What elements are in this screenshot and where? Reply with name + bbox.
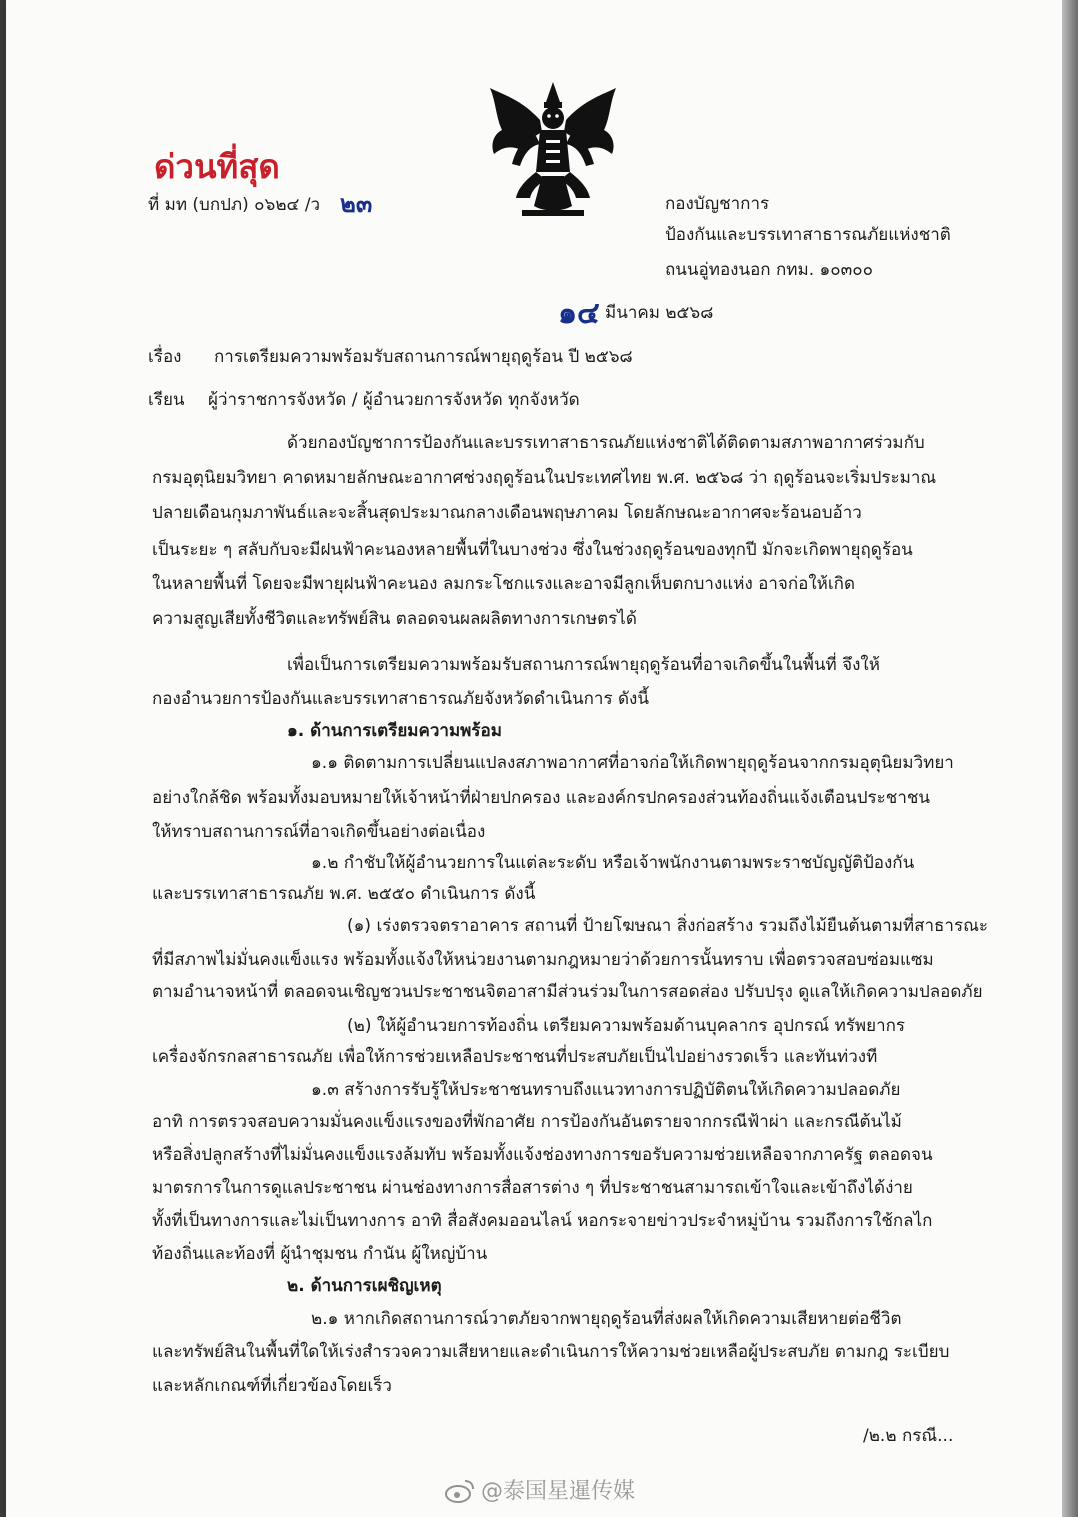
body-line: หรือสิ่งปลูกสร้างที่ไม่มั่นคงแข็งแรงล้มทับ พร้อมทั้งแจ้งช่องทางการขอรับความช่วยเหลือจากภาครัฐ ตลอดจน — [152, 1145, 933, 1165]
watermark-text: @泰国星暹传媒 — [481, 1479, 636, 1504]
body-line: และบรรเทาสาธารณภัย พ.ศ. ๒๕๕๐ ดำเนินการ ดังนี้ — [152, 884, 536, 904]
body-line: ที่มีสภาพไม่มั่นคงแข็งแรง พร้อมทั้งแจ้งให้หน่วยงานตามกฎหมายว่าด้วยการนั้นทราบ เพื่อตรวจสอบซ่อมแซม — [152, 950, 934, 970]
subject-label: เรื่อง — [148, 347, 182, 367]
body-line: ด้วยกองบัญชาการป้องกันและบรรเทาสาธารณภัยแห่งชาติได้ติดตามสภาพอากาศร่วมกับ — [287, 433, 925, 453]
office-line-1: กองบัญชาการ — [665, 194, 770, 214]
body-line: ๑.๑ ติดตามการเปลี่ยนแปลงสภาพอากาศที่อาจก่อให้เกิดพายุฤดูร้อนจากกรมอุตุนิยมวิทยา — [311, 753, 954, 773]
body-line: อาทิ การตรวจสอบความมั่นคงแข็งแรงของที่พักอาศัย การป้องกันอันตรายจากกรณีฟ้าผ่า และกรณีต้นไม้ — [152, 1112, 902, 1132]
continuation-marker: /๒.๒ กรณี... — [863, 1426, 954, 1446]
garuda-emblem-icon — [482, 80, 624, 220]
document-page — [6, 0, 1062, 1517]
body-line: ความสูญเสียทั้งชีวิตและทรัพย์สิน ตลอดจนผลผลิตทางการเกษตรได้ — [152, 609, 637, 629]
reference-number: ที่ มท (บกปภ) ๐๖๒๔ /ว — [148, 195, 321, 215]
body-line: (๒) ให้ผู้อำนวยการท้องถิ่น เตรียมความพร้อมด้านบุคลากร อุปกรณ์ ทรัพยากร — [347, 1016, 906, 1036]
body-line: กรมอุตุนิยมวิทยา คาดหมายลักษณะอากาศช่วงฤดูร้อนในประเทศไทย พ.ศ. ๒๕๖๘ ว่า ฤดูร้อนจะเริ่มประมาณ — [152, 468, 937, 488]
body-line: ในหลายพื้นที่ โดยจะมีพายุฝนฟ้าคะนอง ลมกระโชกแรงและอาจมีลูกเห็บตกบางแห่ง อาจก่อให้เกิด — [152, 574, 856, 594]
body-line: ๑.๓ สร้างการรับรู้ให้ประชาชนทราบถึงแนวทางการปฏิบัติตนให้เกิดความปลอดภัย — [311, 1080, 901, 1100]
body-line: และทรัพย์สินในพื้นที่ใดให้เร่งสำรวจความเสียหายและดำเนินการให้ความช่วยเหลือผู้ประสบภัย ตามกฎ ระเบียบ — [152, 1342, 950, 1362]
body-line: เป็นระยะ ๆ สลับกับจะมีฝนฟ้าคะนองหลายพื้นที่ในบางช่วง ซึ่งในช่วงฤดูร้อนของทุกปี มักจะเกิดพายุฤดูร้อน — [152, 540, 913, 560]
salutation-label: เรียน — [148, 390, 185, 410]
body-line: (๑) เร่งตรวจตราอาคาร สถานที่ ป้ายโฆษณา สิ่งก่อสร้าง รวมถึงไม้ยืนต้นตามที่สาธารณะ — [347, 916, 989, 936]
urgency-label: ด่วนที่สุด — [154, 147, 280, 186]
body-line: กองอำนวยการป้องกันและบรรเทาสาธารณภัยจังหวัดดำเนินการ ดังนี้ — [152, 689, 649, 709]
body-line: ๒.๑ หากเกิดสถานการณ์วาตภัยจากพายุฤดูร้อนที่ส่งผลให้เกิดความเสียหายต่อชีวิต — [311, 1309, 902, 1329]
body-line: ตามอำนาจหน้าที่ ตลอดจนเชิญชวนประชาชนจิตอาสามีส่วนร่วมในการสอดส่อง ปรับปรุง ดูแลให้เกิดความปลอดภัย — [152, 982, 983, 1002]
body-line: ทั้งที่เป็นทางการและไม่เป็นทางการ อาทิ สื่อสังคมออนไลน์ หอกระจายข่าวประจำหมู่บ้าน รวมถึงการใช้กลไก — [152, 1211, 933, 1231]
body-line: ท้องถิ่นและท้องที่ ผู้นำชุมชน กำนัน ผู้ใหญ่บ้าน — [152, 1244, 488, 1264]
office-line-3: ถนนอู่ทองนอก กทม. ๑๐๓๐๐ — [665, 260, 874, 280]
reference-handwritten: ๒๓ — [340, 189, 373, 218]
date-month-year: มีนาคม ๒๕๖๘ — [605, 303, 714, 323]
page-edge-shadow — [1062, 0, 1078, 1517]
body-line: เครื่องจักรกลสาธารณภัย เพื่อให้การช่วยเหลือประชาชนที่ประสบภัยเป็นไปอย่างรวดเร็ว และทันท่วงที — [152, 1047, 878, 1067]
body-line: เพื่อเป็นการเตรียมความพร้อมรับสถานการณ์พายุฤดูร้อนที่อาจเกิดขึ้นในพื้นที่ จึงให้ — [287, 655, 880, 675]
watermark — [445, 1474, 665, 1508]
body-line: ให้ทราบสถานการณ์ที่อาจเกิดขึ้นอย่างต่อเนื่อง — [152, 822, 486, 842]
body-line: ๑.๒ กำชับให้ผู้อำนวยการในแต่ละระดับ หรือเจ้าพนักงานตามพระราชบัญญัติป้องกัน — [311, 853, 915, 873]
office-line-2: ป้องกันและบรรเทาสาธารณภัยแห่งชาติ — [665, 225, 951, 245]
weibo-logo-icon — [445, 1478, 475, 1504]
body-line: อย่างใกล้ชิด พร้อมทั้งมอบหมายให้เจ้าหน้าที่ฝ่ายปกครอง และองค์กรปกครองส่วนท้องถิ่นแจ้งเตือนประชาชน — [152, 788, 931, 808]
body-line: ปลายเดือนกุมภาพันธ์และจะสิ้นสุดประมาณกลางเดือนพฤษภาคม โดยลักษณะอากาศจะร้อนอบอ้าว — [152, 503, 862, 523]
body-line: และหลักเกณฑ์ที่เกี่ยวข้องโดยเร็ว — [152, 1376, 392, 1396]
section-heading-1: ๑. ด้านการเตรียมความพร้อม — [287, 721, 502, 741]
date-day-handwritten: ๑๔ — [558, 296, 600, 331]
subject-text: การเตรียมความพร้อมรับสถานการณ์พายุฤดูร้อน ปี ๒๕๖๘ — [214, 347, 633, 367]
section-heading-2: ๒. ด้านการเผชิญเหตุ — [287, 1276, 442, 1296]
salutation-text: ผู้ว่าราชการจังหวัด / ผู้อำนวยการจังหวัด ทุกจังหวัด — [208, 390, 580, 410]
body-line: มาตรการในการดูแลประชาชน ผ่านช่องทางการสื่อสารต่าง ๆ ที่ประชาชนสามารถเข้าใจและเข้าถึงได้ง่าย — [152, 1178, 913, 1198]
